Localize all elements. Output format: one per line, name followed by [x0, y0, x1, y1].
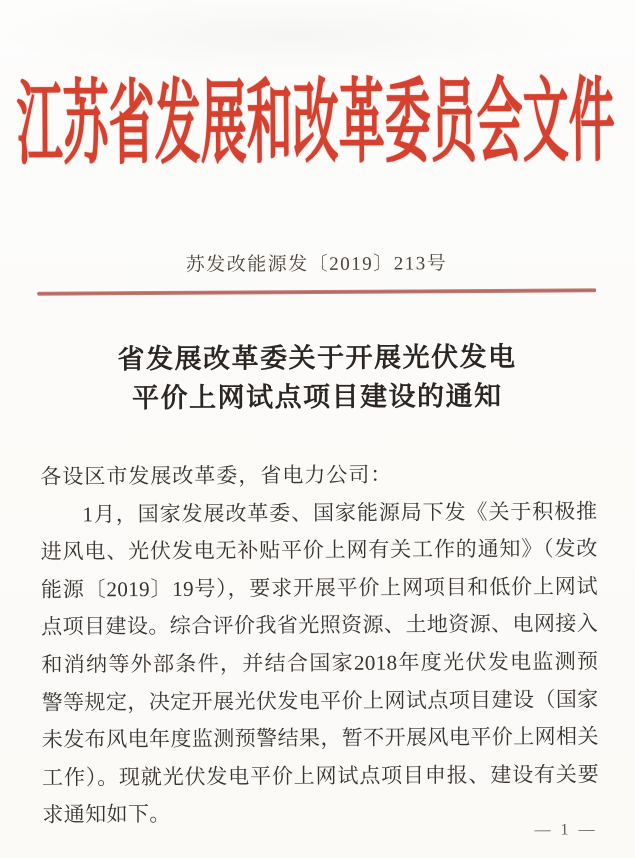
document-title [0, 337, 635, 419]
document-body [40, 455, 599, 834]
body-paragraph: 1月，国家发展改革委、国家能源局下发《关于积极推进风电、光伏发电无补贴平价上网有关工作的通知》（发改能源〔2019〕19号），要求开展平价上网项目和低价上网试点项目建设。综合评价我省光照资源、土地资源、电网接入和消纳等外部条件，并结合国家2018年度光伏发电监测预警等规定，决定开展光伏发电平价上网试点项目建设（国家未发布风电年度监测预警结果，暂不开展风电平价上网相关工作）。现就光伏发电平价上网试点项目申报、建设有关要求通知如下。 [40, 498, 600, 828]
document-number: 苏发改能源发〔2019〕213号 [185, 253, 448, 276]
document-title-line2: 平价上网试点项目建设的通知 [131, 380, 503, 414]
document-header-agency: 江苏省发展和改革委员会文件 [16, 70, 615, 176]
page-number: — 1 — [534, 821, 598, 839]
red-divider-line [37, 288, 596, 295]
document-title-line1: 省发展改革委关于开展光伏发电 [117, 341, 517, 375]
salutation: 各设区市发展改革委，省电力公司： [40, 462, 393, 489]
